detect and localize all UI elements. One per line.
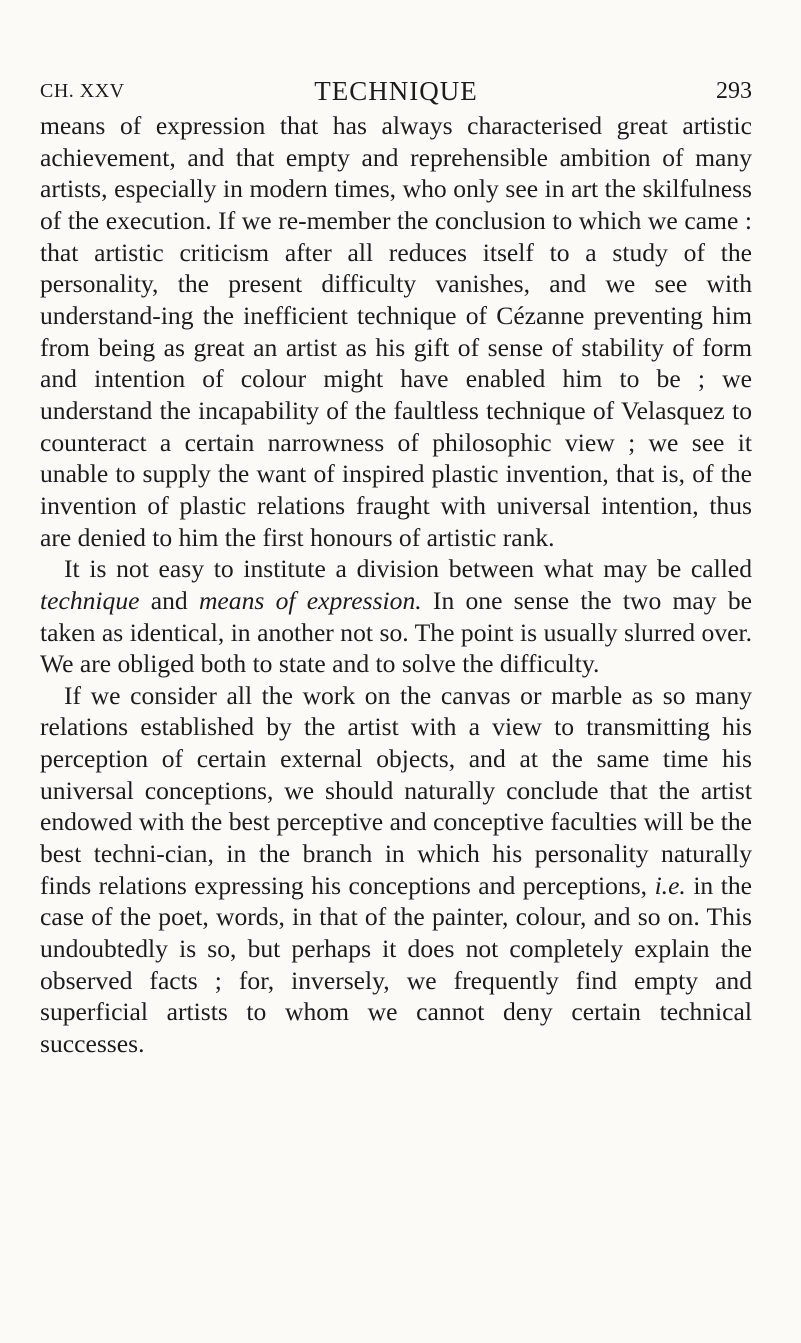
paragraph-3 bbox=[40, 680, 752, 1060]
chapter-title: TECHNIQUE bbox=[314, 76, 478, 106]
emphasis-technique: technique bbox=[40, 585, 140, 615]
page-number: 293 bbox=[716, 78, 752, 104]
paragraph-2 bbox=[40, 553, 752, 680]
paragraph-3-text-a: If we consider all the work on the canvas or marble as so many relations established by the artist with a view to transmitting his perception of certain external objects, and at the same time his universal conceptions, we should naturally conclude that the artist endowed with the best perceptive and conceptive faculties will be the best techni-cian, in the branch in which his personality naturally finds relations expressing his conceptions and perceptions, bbox=[40, 680, 752, 900]
paragraph-2-text-a: It is not easy to institute a division between what may be called bbox=[64, 554, 752, 584]
emphasis-ie: i.e. bbox=[654, 870, 686, 900]
paragraph-1: means of expression that has always characterised great artistic achievement, and that empty and reprehensible ambition of many artists, especially in modern times, who only see in art the skilfulness of the execution. If we re-member the conclusion to which we came : that artistic criticism after all reduces itself to a study of the personality, the present difficulty vanishes, and we see with understand-ing the inefficient technique of Cézanne preventing him from being as great an artist as his gift of sense of stability of form and intention of colour might have enabled him to be ; we understand the incapability of the faultless technique of Velasquez to counteract a certain narrowness of philosophic view ; we see it unable to supply the want of inspired plastic invention, that is, of the invention of plastic relations fraught with universal intention, thus are denied to him the first honours of artistic rank. bbox=[40, 111, 752, 552]
body-text bbox=[40, 110, 752, 1060]
book-page bbox=[40, 0, 752, 1343]
paragraph-2-text-c: In one sense the two may be taken as identical, in another not so. The point is usually slurred over. We are obliged both to state and to solve the difficulty. bbox=[40, 585, 752, 679]
paragraph-2-text-b: and bbox=[139, 585, 199, 615]
chapter-label: CH. XXV bbox=[40, 80, 125, 102]
paragraph-3-text-b: in the case of the poet, words, in that of the painter, colour, and so on. This undoubtedly is so, but perhaps it does not completely explain the observed facts ; for, inversely, we frequently find empty and superficial artists to whom we cannot deny certain technical successes. bbox=[40, 870, 752, 1059]
emphasis-means-of-expression: means of expression. bbox=[198, 585, 422, 615]
